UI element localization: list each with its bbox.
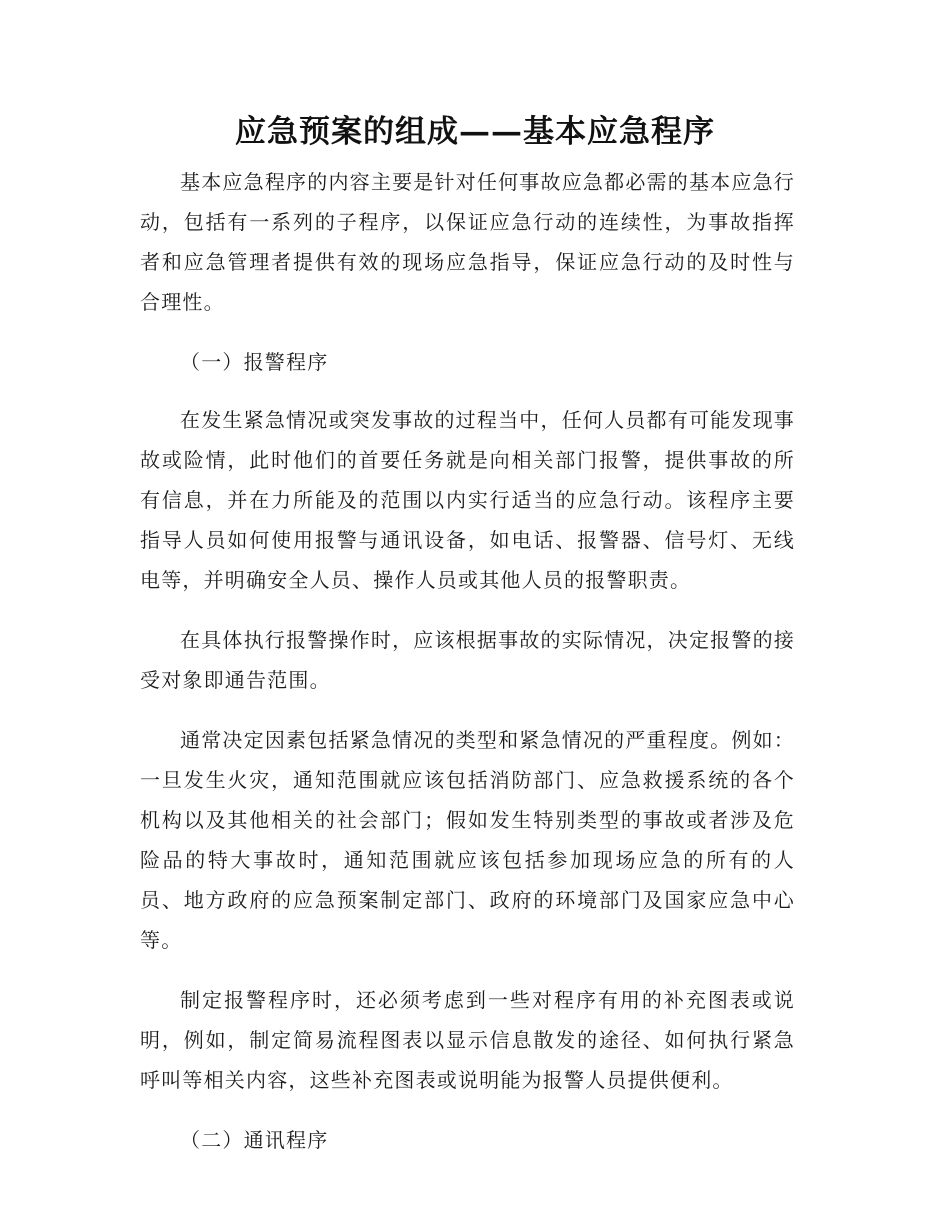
section-heading-communication: （二）通讯程序 (180, 1128, 329, 1152)
alarm-paragraph-3: 通常决定因素包括紧急情况的类型和紧急情况的严重程度。例如：一旦发生火灾，通知范围就应该包括消防部门、应急救援系统的各个机构以及其他相关的社会部门；假如发生特别类型的事故或者涉及危险品的特大事故时，通知范围就应该包括参加现场应急的所有的人员、地方政府的应急预案制定部门、政府的环境部门及国家应急中心等。 (140, 728, 795, 952)
document-title: 应急预案的组成——基本应急程序 (235, 114, 715, 150)
alarm-paragraph-2: 在具体执行报警操作时，应该根据事故的实际情况，决定报警的接受对象即通告范围。 (140, 628, 795, 692)
document-body (140, 162, 795, 1178)
section-heading-alarm: （一）报警程序 (180, 350, 329, 374)
alarm-paragraph-1: 在发生紧急情况或突发事故的过程当中，任何人员都有可能发现事故或险情，此时他们的首要任务就是向相关部门报警，提供事故的所有信息，并在力所能及的范围以内实行适当的应急行动。该程序主要指导人员如何使用报警与通讯设备，如电话、报警器、信号灯、无线电等，并明确安全人员、操作人员或其他人员的报警职责。 (140, 408, 795, 592)
intro-paragraph: 基本应急程序的内容主要是针对任何事故应急都必需的基本应急行动，包括有一系列的子程序，以保证应急行动的连续性，为事故指挥者和应急管理者提供有效的现场应急指导，保证应急行动的及时性与合理性。 (140, 170, 795, 314)
alarm-paragraph-4: 制定报警程序时，还必须考虑到一些对程序有用的补充图表或说明，例如，制定简易流程图表以显示信息散发的途径、如何执行紧急呼叫等相关内容，这些补充图表或说明能为报警人员提供便利。 (140, 988, 795, 1092)
